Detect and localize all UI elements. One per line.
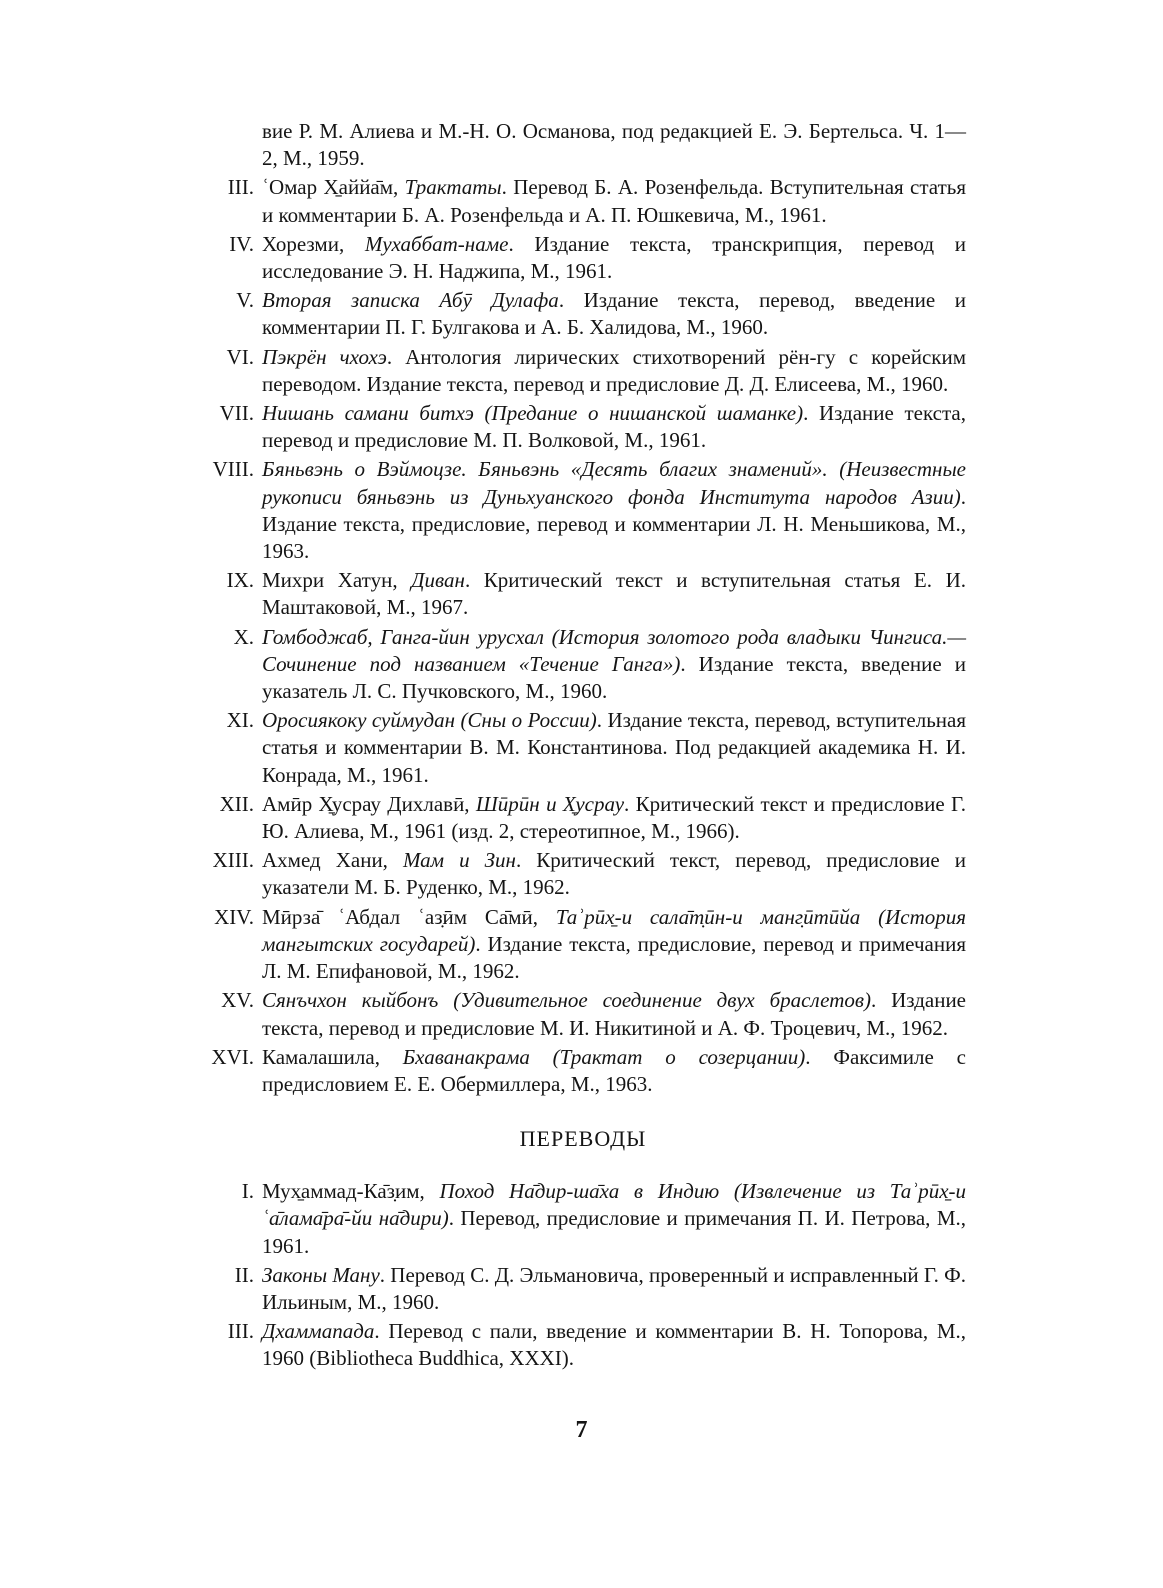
entry-number: X.	[233, 624, 254, 649]
entry-number: V.	[236, 288, 254, 313]
entry-details: . Издание текста, перевод, введение и комментарии П. Г. Булгакова и А. Б. Халидова, М., 1960.	[262, 288, 966, 340]
editions-list	[200, 174, 966, 1098]
bibliography-entry	[200, 1178, 966, 1260]
bibliography-entry	[200, 1262, 966, 1316]
bibliography-entry	[200, 456, 966, 565]
entry-details: . Критический текст и вступительная статья Е. И. Маштаковой, М., 1967.	[262, 568, 967, 620]
entry-title: Пэкрён чхохэ	[262, 344, 387, 369]
entry-number: IX.	[226, 568, 254, 593]
bibliography-entry	[200, 987, 966, 1041]
entry-number: XIII.	[212, 848, 254, 873]
section-heading-translations: ПЕРЕВОДЫ	[519, 1126, 647, 1152]
entry-author: Мух̱аммад-Ка̄з̣им,	[262, 1179, 440, 1204]
entry-title: Законы Ману	[262, 1262, 380, 1287]
entry-details: . Критический текст, перевод, предисловие и указатели М. Б. Руденко, М., 1962.	[262, 848, 966, 900]
entry-author: Ахмед Хани,	[262, 848, 403, 873]
translations-list	[200, 1178, 966, 1372]
bibliography-entry	[200, 1318, 966, 1372]
bibliography-entry	[200, 174, 966, 228]
entry-details: . Издание текста, предисловие, перевод и комментарии Л. Н. Меньшикова, М., 1963.	[262, 484, 966, 564]
entry-number: IV.	[229, 231, 254, 256]
bibliography-entry	[200, 791, 966, 845]
entry-author: Хорезми,	[262, 231, 365, 256]
entry-number: VI.	[226, 344, 254, 369]
entry-title: Сянъчхон кыйбонъ (Удивительное соединение двух браслетов)	[262, 988, 871, 1013]
entry-author: Михри Хатун,	[262, 568, 412, 593]
bibliography-entry	[200, 344, 966, 398]
entry-title: Поход На̄дир-ша̄ха в Индию (Извлечение из Таʾрӣх̱-и ʿа̄лама̄ра̄-йи на̄дири)	[262, 1179, 967, 1231]
entry-number: XI.	[226, 708, 254, 733]
entry-author: Мӣрза̄ ʿАбдал ʿаз̣ӣм Са̄мӣ,	[262, 904, 556, 929]
entry-number: I.	[241, 1179, 254, 1204]
entry-details: . Издание текста, введение и указатель Л. С. Пучковского, М., 1960.	[262, 651, 966, 704]
entry-title: Гомбоджаб, Ганга-йин урусхал (История золотого рода владыки Чингиса.— Сочинение под названием «Течение Ганга»)	[262, 624, 966, 676]
entry-number: III.	[227, 1319, 254, 1344]
entry-details: . Издание текста, перевод и предисловие М. И. Никитиной и А. Ф. Троцевич, М., 1962.	[262, 988, 967, 1040]
continuation-text: вие Р. М. Алиева и М.-Н. О. Османова, под редакцией Е. Э. Бертельса. Ч. 1—2, М., 1959.	[262, 119, 966, 171]
entry-details: . Издание текста, перевод и предисловие М. П. Волковой, М., 1961.	[262, 401, 966, 453]
entry-details: . Перевод С. Д. Эльмановича, проверенный и исправленный Г. Ф. Ильиным, М., 1960.	[262, 1262, 966, 1314]
entry-details: . Перевод Б. А. Розенфельда. Вступительная статья и комментарии Б. А. Розенфельда и А. П. Юшкевича, М., 1961.	[262, 175, 967, 227]
bibliography-entry	[200, 287, 966, 341]
entry-title: Бхаванакрама (Трактат о созерцании)	[402, 1044, 806, 1069]
entry-number: XV.	[221, 988, 254, 1013]
entry-author: ʿОмар Х̱аййа̄м,	[262, 175, 405, 200]
entry-title: Шӣрӣн и Х̱усрау	[475, 791, 625, 816]
page-number: 7	[575, 1417, 588, 1443]
continuation-entry	[200, 118, 966, 172]
entry-title: Таʾрӣх̱-и сала̄т̣ӣн-и манг̣ӣтӣйа (История мангытских государей)	[262, 904, 966, 956]
entry-number: XII.	[219, 791, 254, 816]
text-column	[200, 118, 966, 1375]
entry-details: . Критический текст и предисловие Г. Ю. Алиева, М., 1961 (изд. 2, стереотипное, М., 1966).	[262, 791, 967, 844]
entry-number: XVI.	[211, 1044, 254, 1069]
entry-title: Вторая записка Абӯ Дулафа	[262, 288, 559, 313]
entry-number: VII.	[219, 401, 254, 426]
entry-title: Мам и Зин	[402, 848, 516, 873]
entry-author: Камалашила,	[262, 1044, 403, 1069]
entry-details: . Антология лирических стихотворений рён-гу с корейским переводом. Издание текста, перевод и предисловие Д. Д. Елисеева, М., 1960.	[262, 344, 966, 396]
bibliography-entry	[200, 400, 966, 454]
entry-details: . Издание текста, транскрипция, перевод и исследование Э. Н. Наджипа, М., 1961.	[262, 231, 966, 284]
bibliography-entry	[200, 707, 966, 789]
entry-title: Нишань самани битхэ (Предание о нишанской шаманке)	[262, 401, 804, 426]
entry-number: XIV.	[214, 904, 254, 929]
bibliography-entry	[200, 1044, 966, 1098]
entry-title: Дхаммапада	[262, 1319, 375, 1344]
entry-title: Мухаббат-наме	[364, 231, 509, 256]
bibliography-entry	[200, 847, 966, 901]
bibliography-entry	[200, 904, 966, 986]
entry-details: . Факсимиле с предисловием Е. Е. Обермиллера, М., 1963.	[262, 1044, 966, 1096]
entry-number: II.	[234, 1262, 254, 1287]
bibliography-entry	[200, 567, 966, 621]
entry-details: . Издание текста, предисловие, перевод и примечания Л. М. Епифановой, М., 1962.	[262, 931, 966, 984]
bibliography-entry	[200, 231, 966, 285]
entry-details: . Перевод, предисловие и примечания П. И. Петрова, М., 1961.	[262, 1206, 966, 1258]
entry-author: Амӣр Х̱усрау Дихлавӣ,	[262, 791, 476, 816]
entry-title: Трактаты	[404, 175, 502, 200]
entry-title: Оросиякоку суймудан (Сны о России)	[262, 708, 597, 733]
entry-title: Бяньвэнь о Вэймоцзе. Бяньвэнь «Десять благих знамений». (Неизвестные рукописи бяньвэнь из Дуньхуанского фонда Института народов Азии)	[262, 457, 966, 509]
entry-title: Диван	[411, 568, 465, 593]
entry-details: . Перевод с пали, введение и комментарии В. Н. Топорова, М., 1960 (Bibliotheca Buddhica, XXXI).	[262, 1319, 966, 1371]
bibliography-entry	[200, 624, 966, 706]
entry-number: III.	[227, 175, 254, 200]
entry-number: VIII.	[212, 457, 254, 482]
entry-details: . Издание текста, перевод, вступительная статья и комментарии В. М. Константинова. Под редакцией академика Н. И. Конрада, М., 1961.	[262, 708, 966, 787]
